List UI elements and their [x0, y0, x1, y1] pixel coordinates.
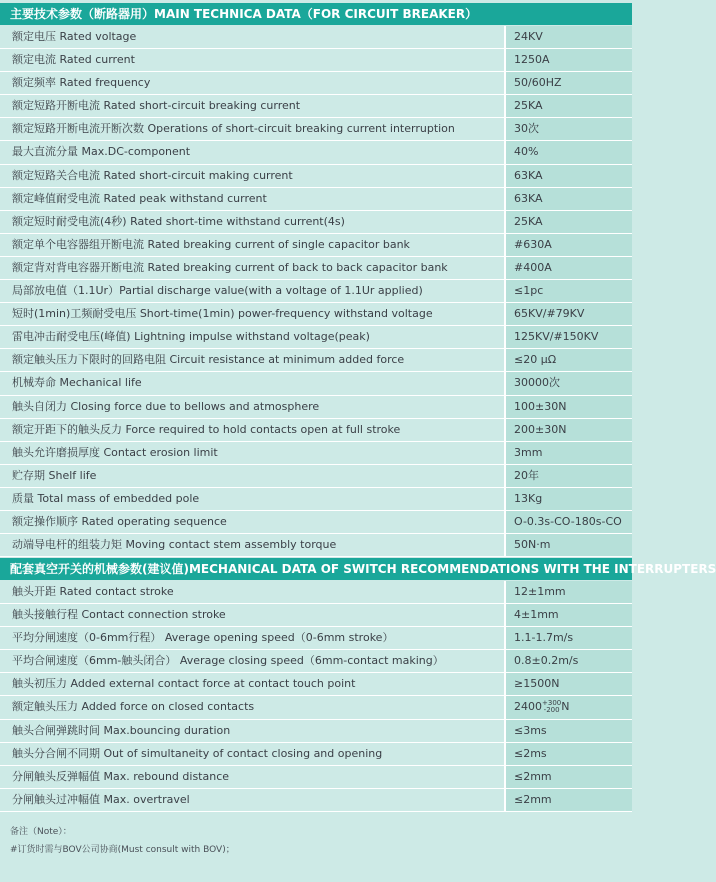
- row-label: 机械寿命 Mechanical life: [0, 372, 506, 394]
- row-label: 额定操作顺序 Rated operating sequence: [0, 511, 506, 533]
- row-value: #400A: [506, 257, 632, 279]
- row-label: 额定单个电容器组开断电流 Rated breaking current of single capacitor bank: [0, 234, 506, 256]
- row-value: 20年: [506, 465, 632, 487]
- table-row: [0, 442, 632, 465]
- row-value: ≤1pc: [506, 280, 632, 302]
- notes: [10, 823, 235, 859]
- table-row: [0, 49, 632, 72]
- row-value: 63KA: [506, 188, 632, 210]
- row-value: [506, 696, 632, 718]
- row-value: ≤20 μΩ: [506, 349, 632, 371]
- row-value: ≤2ms: [506, 743, 632, 765]
- row-label: 触头接触行程 Contact connection stroke: [0, 604, 506, 626]
- table-row: [0, 673, 632, 696]
- row-label: 额定电流 Rated current: [0, 49, 506, 71]
- row-value: 30次: [506, 118, 632, 140]
- row-label: 额定触头压力 Added force on closed contacts: [0, 696, 506, 718]
- row-label: 触头分合闸不同期 Out of simultaneity of contact closing and opening: [0, 743, 506, 765]
- row-label: 额定开距下的触头反力 Force required to hold contacts open at full stroke: [0, 419, 506, 441]
- table-row: [0, 488, 632, 511]
- row-label: 触头自闭力 Closing force due to bellows and atmosphere: [0, 396, 506, 418]
- row-label: 额定电压 Rated voltage: [0, 26, 506, 48]
- table-row: [0, 188, 632, 211]
- table-row: [0, 627, 632, 650]
- table-row: [0, 211, 632, 234]
- row-label: 触头初压力 Added external contact force at contact touch point: [0, 673, 506, 695]
- row-value: 4±1mm: [506, 604, 632, 626]
- value-tolerance-plus: +300: [542, 699, 562, 708]
- table-row: [0, 465, 632, 488]
- table-row: [0, 234, 632, 257]
- row-value: O-0.3s-CO-180s-CO: [506, 511, 632, 533]
- row-value: 25KA: [506, 211, 632, 233]
- table-row: [0, 789, 632, 812]
- row-value: 40%: [506, 141, 632, 163]
- row-label: 额定触头压力下限时的回路电阻 Circuit resistance at minimum added force: [0, 349, 506, 371]
- row-label: 动端导电杆的组装力矩 Moving contact stem assembly torque: [0, 534, 506, 556]
- table-row: [0, 257, 632, 280]
- row-label: 短时(1min)工频耐受电压 Short-time(1min) power-frequency withstand voltage: [0, 303, 506, 325]
- row-label: 局部放电值（1.1Ur）Partial discharge value(with a voltage of 1.1Ur applied): [0, 280, 506, 302]
- row-value: 25KA: [506, 95, 632, 117]
- table-row: [0, 581, 632, 604]
- table-row: [0, 419, 632, 442]
- row-value: 3mm: [506, 442, 632, 464]
- row-value: 63KA: [506, 165, 632, 187]
- row-value: 65KV/#79KV: [506, 303, 632, 325]
- row-value: 50N·m: [506, 534, 632, 556]
- row-value: ≤2mm: [506, 766, 632, 788]
- row-value: 30000次: [506, 372, 632, 394]
- row-value: #630A: [506, 234, 632, 256]
- row-label: 贮存期 Shelf life: [0, 465, 506, 487]
- value-tolerance-minus: -200: [543, 706, 560, 715]
- row-label: 额定短路开断电流开断次数 Operations of short-circuit breaking current interruption: [0, 118, 506, 140]
- row-label: 分闸触头过冲幅值 Max. overtravel: [0, 789, 506, 811]
- value-tolerance: [542, 700, 561, 714]
- row-value: 1.1-1.7m/s: [506, 627, 632, 649]
- row-value: 125KV/#150KV: [506, 326, 632, 348]
- row-value: 1250A: [506, 49, 632, 71]
- table-row: [0, 511, 632, 534]
- table-row: [0, 396, 632, 419]
- value-main: 2400: [514, 700, 542, 714]
- row-label: 额定峰值耐受电流 Rated peak withstand current: [0, 188, 506, 210]
- row-label: 平均合闸速度（6mm-触头闭合） Average closing speed（6mm-contact making）: [0, 650, 506, 672]
- row-value: ≥1500N: [506, 673, 632, 695]
- row-label: 触头允许磨损厚度 Contact erosion limit: [0, 442, 506, 464]
- row-label: 额定短路开断电流 Rated short-circuit breaking current: [0, 95, 506, 117]
- table-row: [0, 303, 632, 326]
- row-label: 额定背对背电容器开断电流 Rated breaking current of back to back capacitor bank: [0, 257, 506, 279]
- row-value: 13Kg: [506, 488, 632, 510]
- table-row: [0, 165, 632, 188]
- table-row: [0, 349, 632, 372]
- row-label: 雷电冲击耐受电压(峰值) Lightning impulse withstand voltage(peak): [0, 326, 506, 348]
- table-row: [0, 720, 632, 743]
- main-technical-data-table: [0, 26, 632, 557]
- table-row: [0, 372, 632, 395]
- row-label: 额定短路关合电流 Rated short-circuit making current: [0, 165, 506, 187]
- row-value: 50/60HZ: [506, 72, 632, 94]
- section-header-mechanical-data: 配套真空开关的机械参数(建议值)MECHANICAL DATA OF SWITCH RECOMMENDATIONS WITH THE INTERRUPTERS: [0, 558, 632, 580]
- mechanical-data-table: [0, 581, 632, 812]
- section-header-main-technical-data: 主要技术参数（断路器用）MAIN TECHNICA DATA（FOR CIRCUIT BREAKER）: [0, 3, 632, 25]
- row-label: 最大直流分量 Max.DC-component: [0, 141, 506, 163]
- table-row: [0, 141, 632, 164]
- row-label: 平均分闸速度（0-6mm行程） Average opening speed（0-6mm stroke）: [0, 627, 506, 649]
- row-label: 触头开距 Rated contact stroke: [0, 581, 506, 603]
- table-row: [0, 118, 632, 141]
- row-value: 24KV: [506, 26, 632, 48]
- notes-title: 备注（Note）：: [10, 827, 72, 837]
- row-value: ≤3ms: [506, 720, 632, 742]
- value-unit: N: [561, 700, 570, 714]
- row-value: 100±30N: [506, 396, 632, 418]
- table-row: [0, 26, 632, 49]
- table-row: [0, 696, 632, 719]
- table-row: [0, 766, 632, 789]
- row-value: 12±1mm: [506, 581, 632, 603]
- row-label: 触头合闸弹跳时间 Max.bouncing duration: [0, 720, 506, 742]
- table-row: [0, 95, 632, 118]
- table-row: [0, 604, 632, 627]
- row-value: 200±30N: [506, 419, 632, 441]
- notes-line-1: #订货时需与BOV公司协商(Must consult with BOV)；: [10, 845, 235, 855]
- row-label: 额定短时耐受电流(4秒) Rated short-time withstand current(4s): [0, 211, 506, 233]
- table-row: [0, 743, 632, 766]
- row-label: 分闸触头反弹幅值 Max. rebound distance: [0, 766, 506, 788]
- table-row: [0, 326, 632, 349]
- table-row: [0, 280, 632, 303]
- table-row: [0, 72, 632, 95]
- row-label: 质量 Total mass of embedded pole: [0, 488, 506, 510]
- row-label: 额定频率 Rated frequency: [0, 72, 506, 94]
- row-value: ≤2mm: [506, 789, 632, 811]
- table-row: [0, 534, 632, 557]
- row-value: 0.8±0.2m/s: [506, 650, 632, 672]
- table-row: [0, 650, 632, 673]
